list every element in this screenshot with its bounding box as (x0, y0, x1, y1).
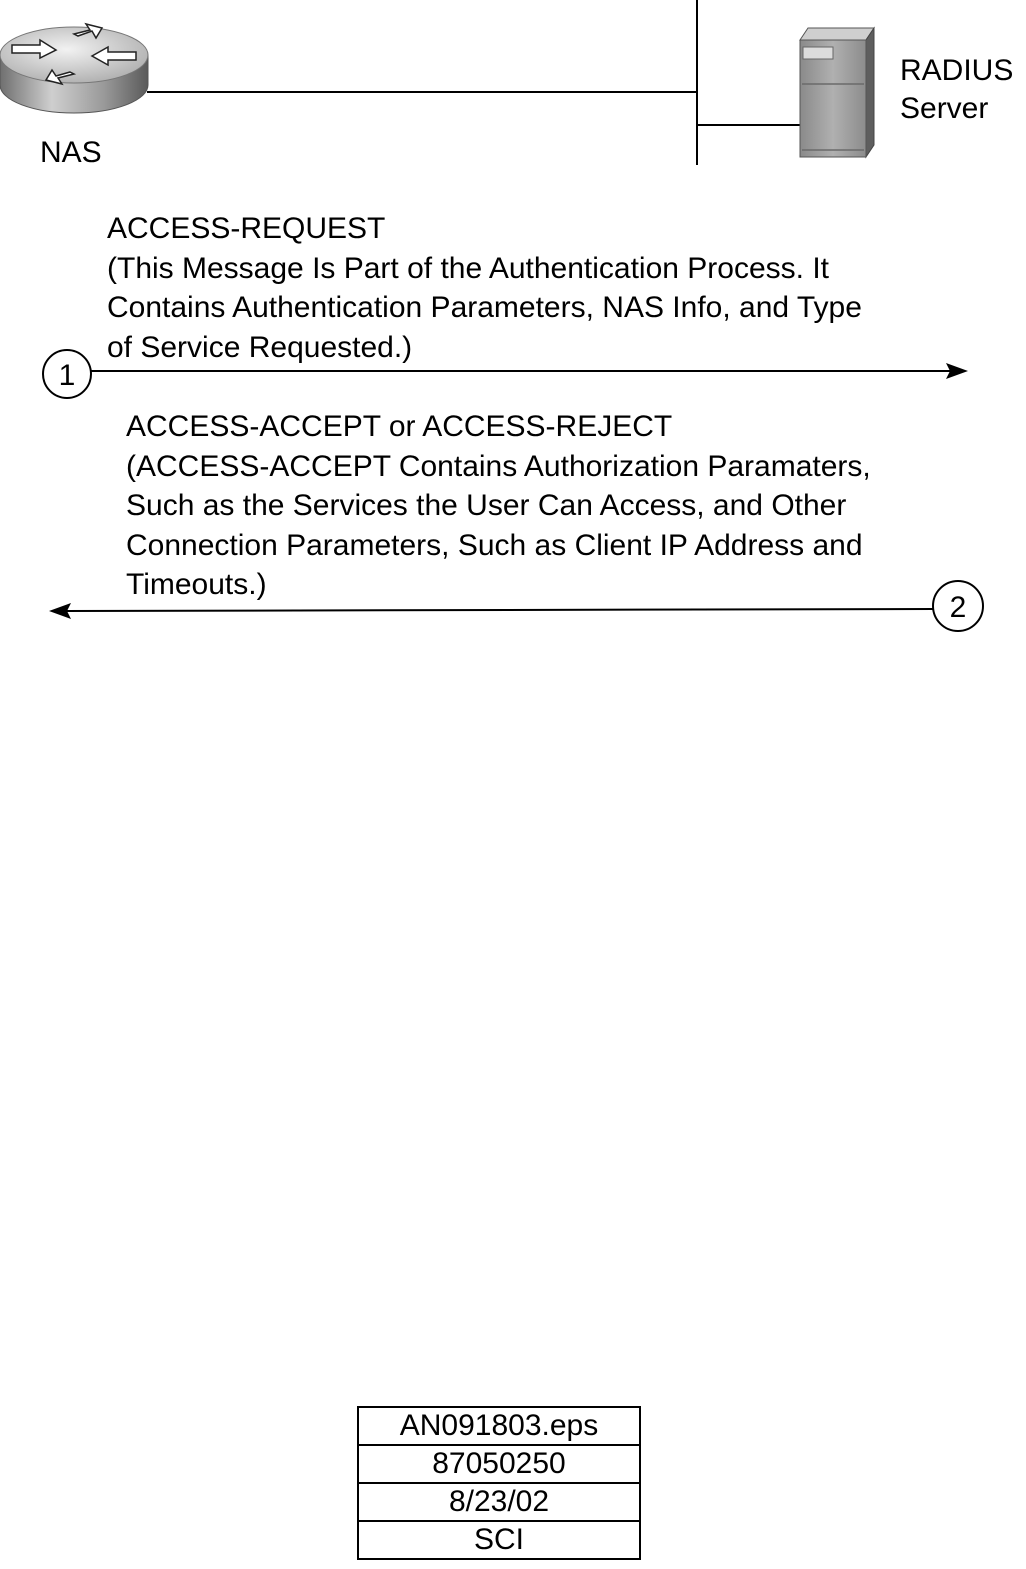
table-row (358, 1483, 640, 1521)
radius-server-label (900, 52, 1013, 128)
message-line: of Service Requested.) (107, 330, 413, 364)
figure-info-table (357, 1406, 641, 1560)
message-line: (This Message Is Part of the Authentication Process. It (107, 251, 830, 285)
nas-label: NAS (40, 136, 102, 169)
message-line: Timeouts.) (126, 568, 267, 601)
message-line: Contains Authentication Parameters, NAS Info, and Type (107, 291, 862, 324)
message-line: (ACCESS-ACCEPT Contains Authorization Paramaters, (126, 449, 871, 483)
figure-author: SCI (358, 1521, 640, 1559)
message-line: Such as the Services the User Can Access, and Other (126, 489, 847, 522)
figure-number: 87050250 (358, 1445, 640, 1483)
router-icon (0, 24, 148, 113)
access-request-description (107, 209, 862, 367)
table-row (358, 1521, 640, 1559)
table-row (358, 1445, 640, 1483)
figure-filename: AN091803.eps (358, 1407, 640, 1445)
message-line: ACCESS-REQUEST (107, 212, 386, 245)
message-line: ACCESS-ACCEPT or ACCESS-REJECT (126, 410, 673, 443)
step-2-number: 2 (949, 591, 967, 624)
message-line: Connection Parameters, Such as Client IP Address and (126, 528, 863, 562)
step-1-number: 1 (58, 359, 76, 392)
radius-label-line2: Server (900, 92, 989, 125)
figure-date: 8/23/02 (358, 1483, 640, 1521)
access-response-description (126, 407, 871, 605)
radius-label-line1: RADIUS (900, 54, 1014, 87)
server-icon (800, 28, 874, 157)
access-response-arrow (66, 609, 933, 611)
table-row (358, 1407, 640, 1445)
